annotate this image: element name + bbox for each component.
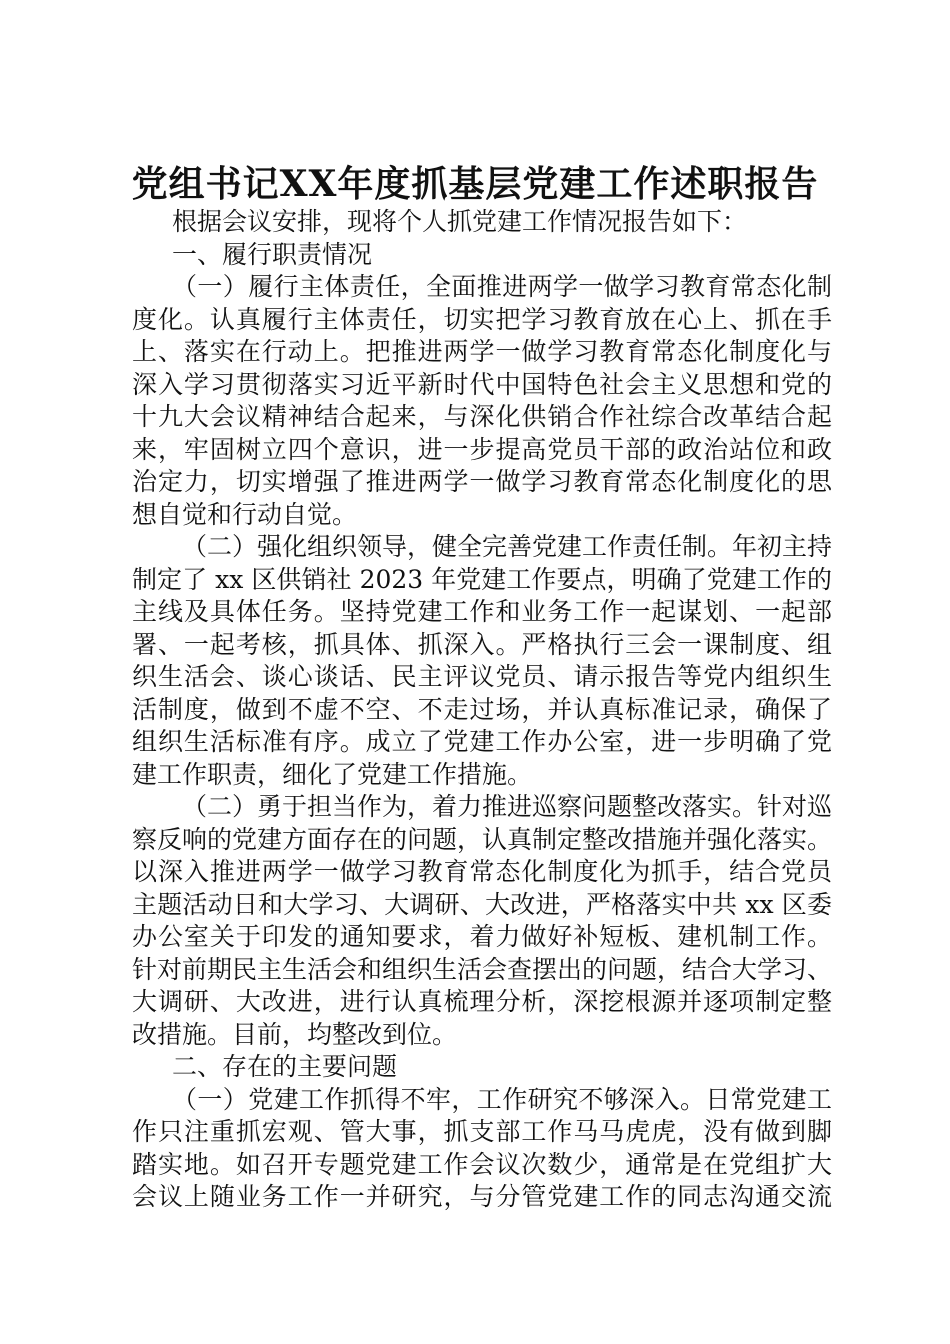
- paragraph-line: 办公室关于印发的通知要求，着力做好补短板、建机制工作。: [132, 922, 832, 951]
- paragraph-line: 活制度，做到不虚不空、不走过场，并认真标准记录，确保了: [132, 694, 832, 724]
- paragraph-line: 察反响的党建方面存在的问题，认真制定整改措施并强化落实。: [132, 824, 833, 854]
- paragraph-line: 来，牢固树立四个意识，进一步提高党员干部的政治站位和政: [132, 434, 832, 464]
- paragraph-line: 建工作职责，细化了党建工作措施。: [132, 759, 533, 789]
- intro-line: 根据会议安排，现将个人抓党建工作情况报告如下：: [172, 207, 748, 236]
- paragraph-line: 度化。认真履行主体责任，切实把学习教育放在心上、抓在手: [132, 304, 832, 334]
- paragraph-line: （二）勇于担当作为，着力推进巡察问题整改落实。针对巡: [182, 792, 833, 821]
- paragraph-line: 针对前期民主生活会和组织生活会查摆出的问题，结合大学习、: [132, 954, 833, 984]
- paragraph-line: 深入学习贯彻落实习近平新时代中国特色社会主义思想和党的: [132, 369, 832, 399]
- section-heading-1: 一、履行职责情况: [172, 239, 373, 269]
- paragraph-line: （二）强化组织领导，健全完善党建工作责任制。年初主持: [182, 532, 833, 561]
- paragraph-line: 作只注重抓宏观、管大事，抓支部工作马马虎虎，没有做到脚: [132, 1117, 832, 1146]
- paragraph-line: 上、落实在行动上。把推进两学一做学习教育常态化制度化与: [132, 337, 832, 366]
- paragraph-line: 制定了 xx 区供销社 2023 年党建工作要点，明确了党建工作的: [132, 564, 832, 594]
- paragraph-line: （一）履行主体责任，全面推进两学一做学习教育常态化制: [172, 272, 832, 301]
- paragraph-line: 踏实地。如召开专题党建工作会议次数少，通常是在党组扩大: [132, 1149, 832, 1179]
- paragraph-line: 会议上随业务工作一并研究，与分管党建工作的同志沟通交流: [132, 1182, 832, 1211]
- document-title: 党组书记XX年度抓基层党建工作述职报告: [131, 163, 819, 205]
- paragraph-line: 治定力，切实增强了推进两学一做学习教育常态化制度化的思: [132, 467, 832, 496]
- paragraph-line: 大调研、大改进，进行认真梳理分析，深挖根源并逐项制定整: [132, 987, 832, 1016]
- section-heading-2: 二、存在的主要问题: [172, 1052, 398, 1081]
- paragraph-line: 织生活会、谈心谈话、民主评议党员、请示报告等党内组织生: [132, 662, 832, 691]
- paragraph-line: 想自觉和行动自觉。: [132, 499, 358, 529]
- paragraph-line: 主题活动日和大学习、大调研、大改进，严格落实中共 xx 区委: [132, 889, 832, 919]
- paragraph-line: 改措施。目前，均整改到位。: [132, 1019, 458, 1049]
- paragraph-line: 组织生活标准有序。成立了党建工作办公室，进一步明确了党: [132, 727, 832, 756]
- paragraph-line: （一）党建工作抓得不牢，工作研究不够深入。日常党建工: [172, 1084, 832, 1114]
- paragraph-line: 主线及具体任务。坚持党建工作和业务工作一起谋划、一起部: [132, 597, 832, 626]
- document-body: [132, 206, 832, 1214]
- paragraph-line: 署、一起考核，抓具体、抓深入。严格执行三会一课制度、组: [132, 629, 832, 659]
- paragraph-line: 以深入推进两学一做学习教育常态化制度化为抓手，结合党员: [132, 857, 832, 886]
- paragraph-line: 十九大会议精神结合起来，与深化供销合作社综合改革结合起: [132, 402, 832, 431]
